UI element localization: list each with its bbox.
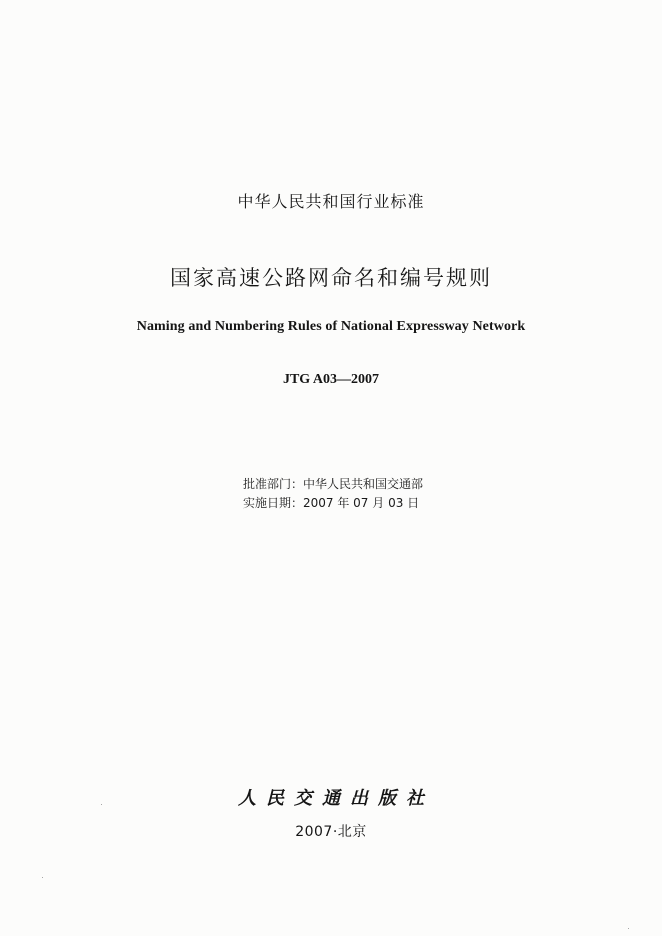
scan-speck: [42, 877, 43, 878]
approval-authority: 批准部门：中华人民共和国交通部: [243, 477, 424, 491]
effective-date: 实施日期：2007 年 07 月 03 日: [243, 496, 420, 510]
standard-type-heading: 中华人民共和国行业标准: [237, 192, 425, 211]
scan-speck: [101, 804, 102, 805]
publication-place-year: 2007·北京: [295, 824, 367, 840]
chinese-title: 国家高速公路网命名和编号规则: [170, 266, 492, 290]
scan-speck: [628, 928, 629, 929]
approval-info: [243, 475, 423, 513]
english-title: Naming and Numbering Rules of National Expressway Network: [136, 319, 526, 334]
publisher-name: 人民交通出版社: [238, 788, 434, 809]
standard-code: JTG A03—2007: [282, 372, 380, 387]
